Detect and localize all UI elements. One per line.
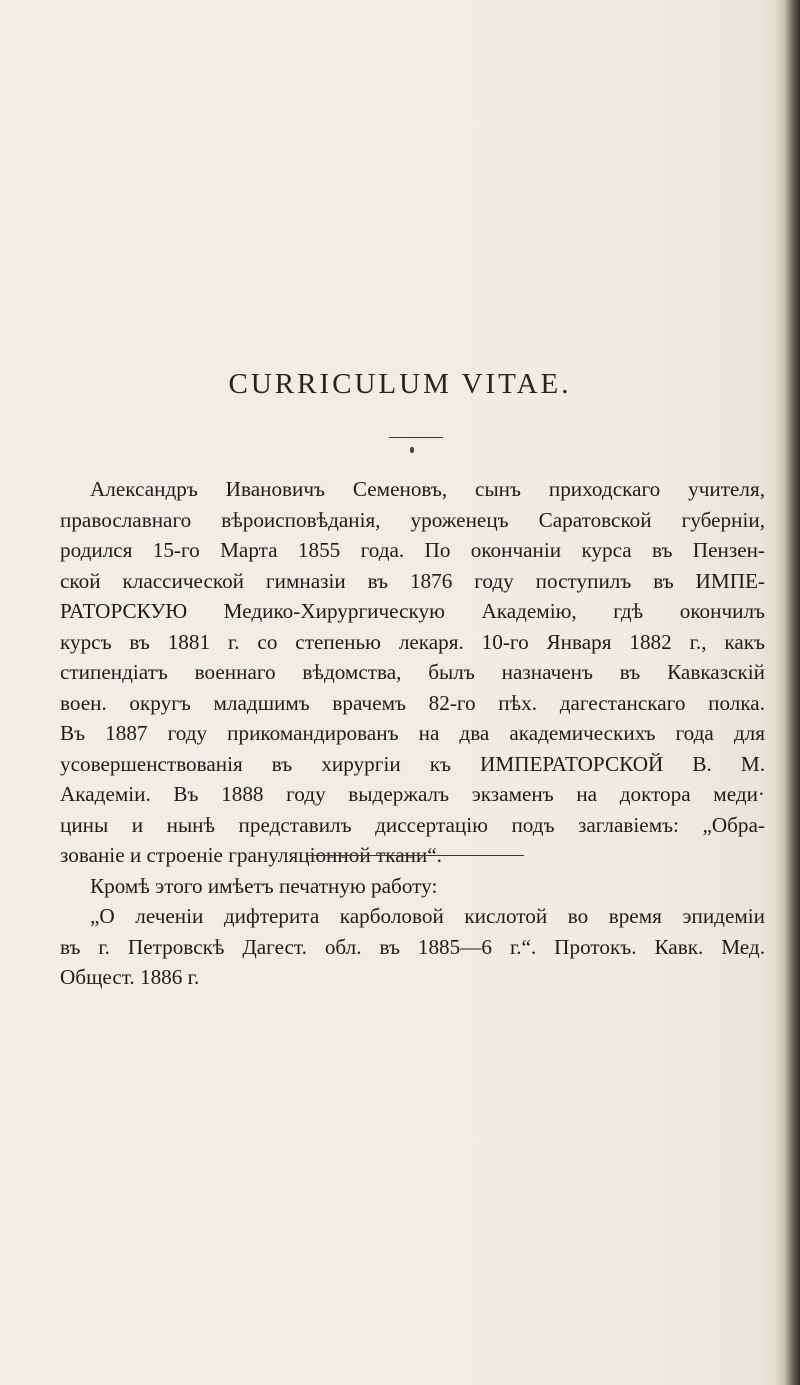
biography-text (60, 474, 765, 993)
text-line: РАТОРСКУЮ Медико-Хирургическую Академію, гдѣ окончилъ (60, 599, 765, 623)
work-line: въ г. Петровскѣ Дагест. обл. въ 1885—6 г.“. Протокъ. Кавк. Мед. (60, 934, 765, 959)
text-line: курсъ въ 1881 г. со степенью лекаря. 10-го Января 1882 г., какъ (60, 629, 765, 654)
work-line: „О леченіи дифтерита карболовой кислотой во время эпидеміи (90, 904, 765, 928)
ink-speck (410, 447, 414, 453)
text-line: зованіе и строеніе грануляціонной ткани“. (60, 843, 442, 867)
work-line: Общест. 1886 г. (60, 965, 200, 989)
text-line: Александръ Ивановичъ Семеновъ, сынъ приходскаго учителя, (90, 477, 765, 501)
text-line: Въ 1887 году прикомандированъ на два академическихъ года для (60, 721, 765, 745)
text-line: Академіи. Въ 1888 году выдержалъ экзаменъ на доктора меди· (60, 782, 765, 806)
document-title: CURRICULUM VITAE. (228, 368, 572, 400)
text-line: цины и нынѣ представилъ диссертацію подъ заглавіемъ: „Обра- (60, 812, 765, 837)
text-line: воен. округъ младшимъ врачемъ 82-го пѣх. дагестанскаго полка. (60, 690, 765, 715)
title-divider (389, 437, 443, 438)
text-line: ской классической гимназіи въ 1876 году поступилъ въ ИМПЕ- (60, 568, 765, 593)
text-line: усовершенствованія въ хирургіи къ ИМПЕРАТОРСКОЙ В. М. (60, 751, 765, 776)
page-edge-shadow (774, 0, 800, 1385)
works-intro: Кромѣ этого имѣетъ печатную работу: (90, 873, 438, 898)
text-line: стипендіатъ военнаго вѣдомства, былъ назначенъ въ Кавказскій (60, 660, 765, 684)
text-line: родился 15-го Марта 1855 года. По окончаніи курса въ Пензен- (60, 538, 765, 562)
text-line: православнаго вѣроисповѣданія, уроженецъ Саратовской губерніи, (60, 507, 765, 532)
closing-divider (306, 855, 524, 856)
